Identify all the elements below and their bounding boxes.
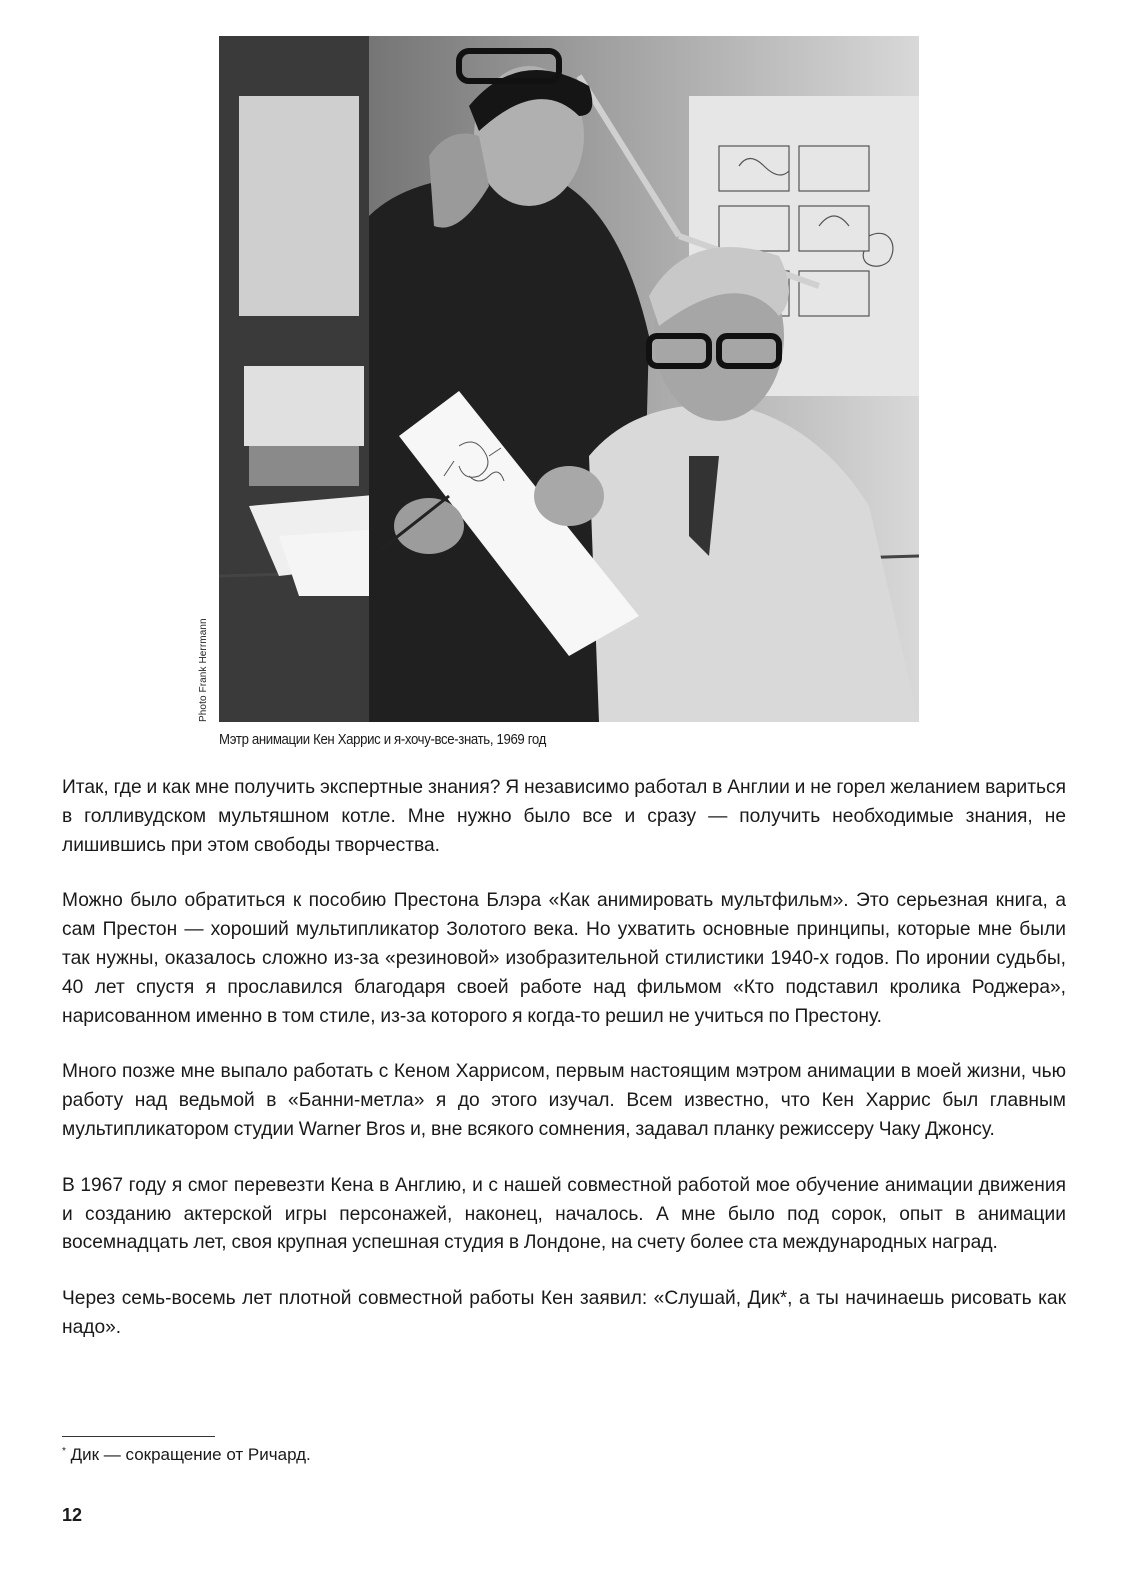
paragraph-1: Итак, где и как мне получить экспертные знания? Я независимо работал в Англии и не горел желанием вариться в голливудском мультяшном котле. Мне нужно было все и сразу — получить необходимые знания, не лишившись при этом свободы творчества. xyxy=(62,777,1066,856)
photo-credit: Photo Frank Herrmann xyxy=(198,618,209,722)
paragraph-2: Можно было обратиться к пособию Престона Блэра «Как анимировать мультфильм». Это серьезная книга, а сам Престон — хороший мультипликатор Золотого века. Но ухватить основные принципы, которые мне были так нужны, оказалось сложно из-за «резиновой» изобразительной стилистики 1940-х годов. По иронии судьбы, 40 лет спустя я прославился благодаря своей работе над фильмом «Кто подставил кролика Роджера», нарисованном именно в том стиле, из-за которого я когда-то решил не учиться по Престону. xyxy=(62,890,1066,1027)
footnote-divider xyxy=(62,1436,215,1437)
photo xyxy=(219,36,919,722)
paragraph-5: Через семь-восемь лет плотной совместной работы Кен заявил: «Слушай, Дик*, а ты начинаешь рисовать как надо». xyxy=(62,1288,1066,1338)
paragraph-3: Много позже мне выпало работать с Кеном Харрисом, первым настоящим мэтром анимации в моей жизни, чью работу над ведьмой в «Банни-метла» я до этого изучал. Всем известно, что Кен Харрис был главным мультипликатором студии Warner Bros и, вне всякого сомнения, задавал планку режиссеру Чаку Джонсу. xyxy=(62,1061,1066,1140)
footnote xyxy=(62,1445,311,1465)
page-number: 12 xyxy=(62,1505,83,1525)
paragraph-4: В 1967 году я смог перевезти Кена в Англию, и с нашей совместной работой мое обучение анимации движения и созданию актерской игры персонажей, наконец, началось. А мне было под сорок, опыт в анимации восемнадцать лет, своя крупная успешная студия в Лондоне, на счету более ста международных наград. xyxy=(62,1174,1066,1254)
footnote-text: Дик — сокращение от Ричард. xyxy=(65,1445,311,1464)
body-text xyxy=(62,774,1066,1370)
photo-caption: Мэтр анимации Кен Харрис и я-хочу-все-знать, 1969 год xyxy=(219,731,546,748)
footnote-marker: * xyxy=(62,1446,66,1457)
